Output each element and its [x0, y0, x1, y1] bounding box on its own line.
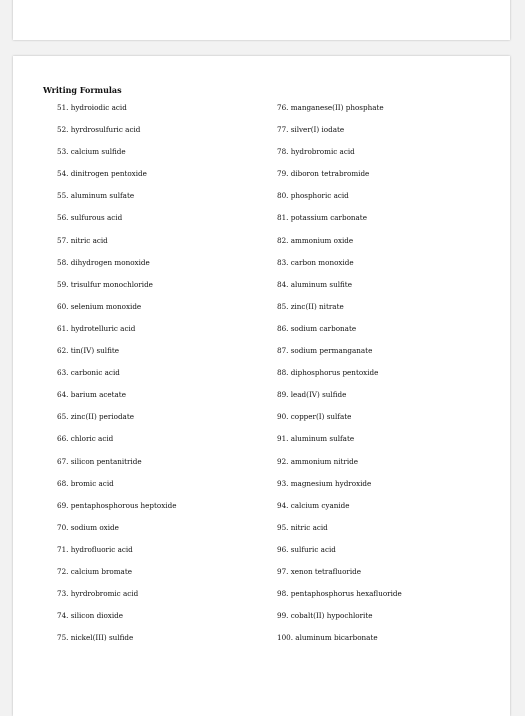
list-item: 64. barium acetate — [57, 390, 126, 400]
list-item: 63. carbonic acid — [57, 368, 120, 378]
list-item: 82. ammonium oxide — [277, 235, 354, 245]
list-item: 97. xenon tetrafluoride — [277, 566, 361, 576]
list-item: 99. cobalt(II) hypochlorite — [277, 611, 373, 621]
right-column — [277, 103, 402, 655]
left-column — [57, 103, 176, 655]
list-item: 74. silicon dioxide — [57, 611, 124, 621]
list-item: 59. trisulfur monochloride — [57, 279, 153, 289]
list-item: 69. pentaphosphorous heptoxide — [57, 500, 177, 510]
list-item: 96. sulfuric acid — [277, 544, 336, 554]
list-item: 65. zinc(II) periodate — [57, 412, 134, 422]
list-item: 60. selenium monoxide — [57, 301, 142, 311]
list-item: 88. diphosphorus pentoxide — [277, 368, 379, 378]
list-item: 81. potassium carbonate — [277, 213, 367, 223]
list-item: 56. sulfurous acid — [57, 213, 123, 223]
list-item: 76. manganese(II) phosphate — [277, 103, 384, 112]
worksheet-page — [13, 56, 510, 716]
list-item: 89. lead(IV) sulfide — [277, 390, 347, 400]
list-item: 70. sodium oxide — [57, 522, 119, 532]
previous-page — [13, 0, 510, 40]
list-item: 62. tin(IV) sulfite — [57, 346, 120, 356]
list-item: 87. sodium permanganate — [277, 346, 373, 356]
list-item: 52. hyrdrosulfuric acid — [57, 125, 141, 135]
list-item: 67. silicon pentanitride — [57, 456, 142, 466]
list-item: 71. hydrofluoric acid — [57, 544, 133, 554]
section-title: Writing Formulas — [43, 85, 122, 95]
list-item: 79. diboron tetrabromide — [277, 169, 370, 179]
list-item: 75. nickel(III) sulfide — [57, 633, 134, 643]
list-item: 57. nitric acid — [57, 235, 108, 245]
list-item: 55. aluminum sulfate — [57, 191, 135, 201]
list-item: 98. pentaphosphorus hexafluoride — [277, 589, 402, 599]
list-item: 86. sodium carbonate — [277, 323, 357, 333]
list-item: 72. calcium bromate — [57, 566, 132, 576]
list-item: 92. ammonium nitride — [277, 456, 359, 466]
list-item: 73. hyrdrobromic acid — [57, 589, 139, 599]
list-item: 78. hydrobromic acid — [277, 147, 355, 157]
list-item: 61. hydrotelluric acid — [57, 323, 136, 333]
list-item: 68. bromic acid — [57, 478, 114, 488]
list-item: 51. hydroiodic acid — [57, 103, 127, 112]
list-item: 95. nitric acid — [277, 522, 328, 532]
list-item: 77. silver(I) iodate — [277, 125, 345, 135]
list-item: 66. chloric acid — [57, 434, 114, 444]
list-item: 93. magnesium hydroxide — [277, 478, 372, 488]
list-item: 53. calcium sulfide — [57, 147, 126, 157]
list-item: 58. dihydrogen monoxide — [57, 257, 150, 267]
list-item: 54. dinitrogen pentoxide — [57, 169, 147, 179]
list-item: 94. calcium cyanide — [277, 500, 350, 510]
list-item: 84. aluminum sulfite — [277, 279, 352, 289]
list-item: 83. carbon monoxide — [277, 257, 354, 267]
list-item: 100. aluminum bicarbonate — [277, 633, 378, 643]
list-item: 80. phosphoric acid — [277, 191, 349, 201]
list-item: 90. copper(I) sulfate — [277, 412, 352, 422]
list-item: 85. zinc(II) nitrate — [277, 301, 344, 311]
list-item: 91. aluminum sulfate — [277, 434, 355, 444]
